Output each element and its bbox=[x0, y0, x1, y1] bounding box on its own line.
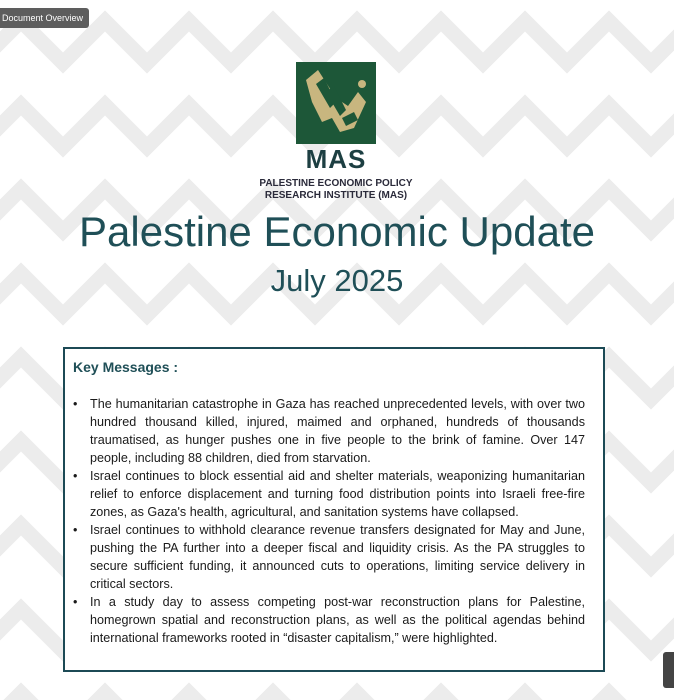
key-messages-heading: Key Messages : bbox=[73, 359, 179, 375]
key-messages-box bbox=[63, 347, 605, 672]
bullet-icon: • bbox=[73, 397, 78, 411]
list-item bbox=[73, 467, 585, 521]
scrollbar-handle[interactable] bbox=[663, 652, 674, 688]
key-messages-list bbox=[73, 395, 585, 647]
institute-name-line-1: PALESTINE ECONOMIC POLICY bbox=[259, 178, 413, 189]
institute-name bbox=[226, 178, 446, 202]
page-title: Palestine Economic Update bbox=[79, 208, 595, 255]
list-item bbox=[73, 395, 585, 467]
key-message-text: Israel continues to withhold clearance revenue transfers designated for May and June, pushing the PA further into a deeper fiscal and liquidity crisis. As the PA struggles to secure sufficient funding, it announced cuts to operations, limiting service delivery in critical sectors. bbox=[90, 523, 585, 591]
key-message-text: In a study day to assess competing post-war reconstruction plans for Palestine, homegrown spatial and reconstruction plans, as well as the political agendas behind international frameworks rooted in “disaster capitalism,” were highlighted. bbox=[90, 595, 585, 645]
bullet-icon: • bbox=[73, 595, 78, 609]
list-item bbox=[73, 521, 585, 593]
key-message-text: Israel continues to block essential aid and shelter materials, weaponizing humanitarian relief to enforce displacement and turning food distribution points into Israeli free-fire zones, as Gaza's health, agricultural, and sanitation systems have collapsed. bbox=[90, 469, 585, 519]
report-date: July 2025 bbox=[270, 263, 404, 298]
bullet-icon: • bbox=[73, 523, 78, 537]
logo-wordmark: MAS bbox=[305, 144, 367, 174]
institute-name-line-2: RESEARCH INSTITUTE (MAS) bbox=[264, 190, 408, 201]
bullet-icon: • bbox=[73, 469, 78, 483]
mas-logo-icon bbox=[296, 62, 376, 144]
key-message-text: The humanitarian catastrophe in Gaza has reached unprecedented levels, with over two hundred thousand killed, injured, maimed and orphaned, hundreds of thousands traumatised, as hunger pushes one in five people to the brink of famine. Over 147 people, including 88 children, died from starvation. bbox=[90, 397, 585, 465]
document-overview-button[interactable]: Document Overview bbox=[0, 8, 89, 28]
list-item bbox=[73, 593, 585, 647]
